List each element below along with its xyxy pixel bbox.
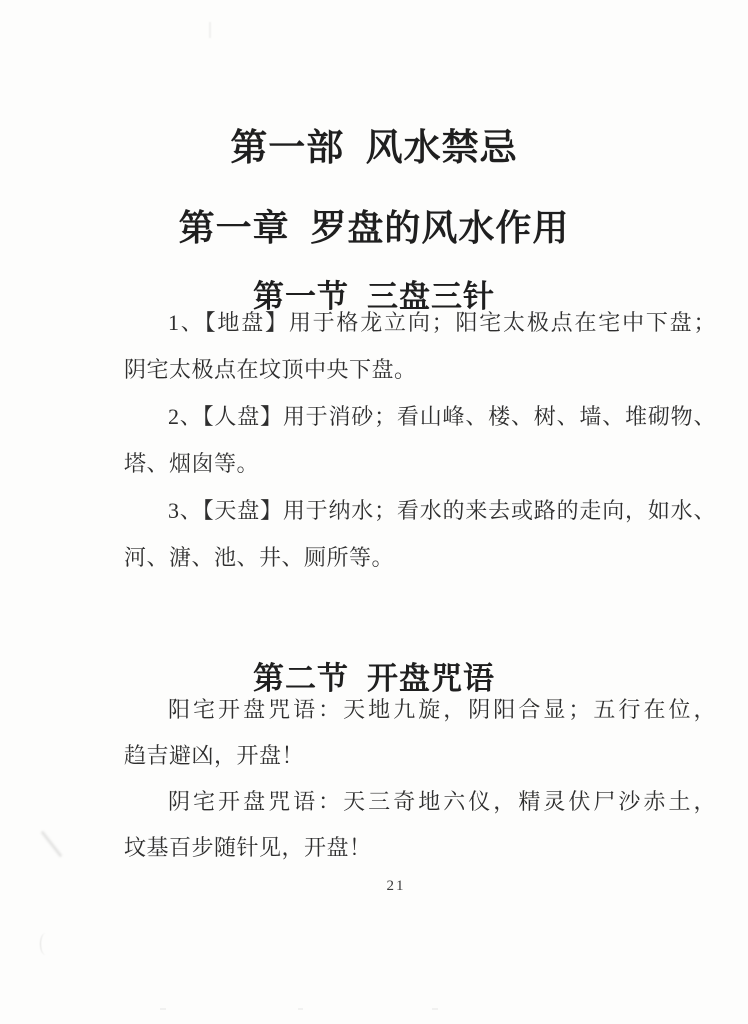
text-line: 2、【人盘】用于消砂；看山峰、楼、树、墙、堆砌物、 <box>168 404 716 429</box>
scan-smudge <box>40 830 62 857</box>
text-line: 塔、烟囱等。 <box>124 451 260 476</box>
text-line: 趋吉避凶，开盘！ <box>124 743 305 768</box>
scan-mark <box>209 22 211 38</box>
text-line: 阴宅开盘咒语：天三奇地六仪，精灵伏尸沙赤土， <box>168 789 716 814</box>
scan-mark <box>40 933 51 955</box>
paragraph-yin-zhai-zhou-yu <box>124 779 716 871</box>
scan-speck <box>432 1008 438 1010</box>
text-line: 3、【天盘】用于纳水；看水的来去或路的走向，如水、 <box>168 498 716 523</box>
paragraph-tian-pan <box>124 487 716 581</box>
paragraph-ren-pan <box>124 393 716 487</box>
page-number: 21 <box>386 878 406 894</box>
paragraph-di-pan <box>124 299 716 393</box>
section-1-title: 第一节 三盘三针 <box>252 279 496 314</box>
scan-speck <box>298 1008 303 1010</box>
text-line: 坟基百步随针见，开盘！ <box>124 835 372 860</box>
text-line: 阳宅开盘咒语：天地九旋，阴阳合显；五行在位， <box>168 697 716 722</box>
text-line: 1、【地盘】用于格龙立向；阳宅太极点在宅中下盘； <box>168 310 716 335</box>
part-title: 第一部 风水禁忌 <box>230 127 518 169</box>
paragraph-yang-zhai-zhou-yu <box>124 687 716 779</box>
section-2-body <box>124 687 716 871</box>
text-line: 阴宅太极点在坟顶中央下盘。 <box>124 357 417 382</box>
section-1-body <box>124 299 716 581</box>
chapter-title: 第一章 罗盘的风水作用 <box>178 207 570 248</box>
text-line: 河、溏、池、井、厕所等。 <box>124 545 395 570</box>
scan-speck <box>160 1008 166 1010</box>
section-2-title: 第二节 开盘咒语 <box>252 661 496 696</box>
